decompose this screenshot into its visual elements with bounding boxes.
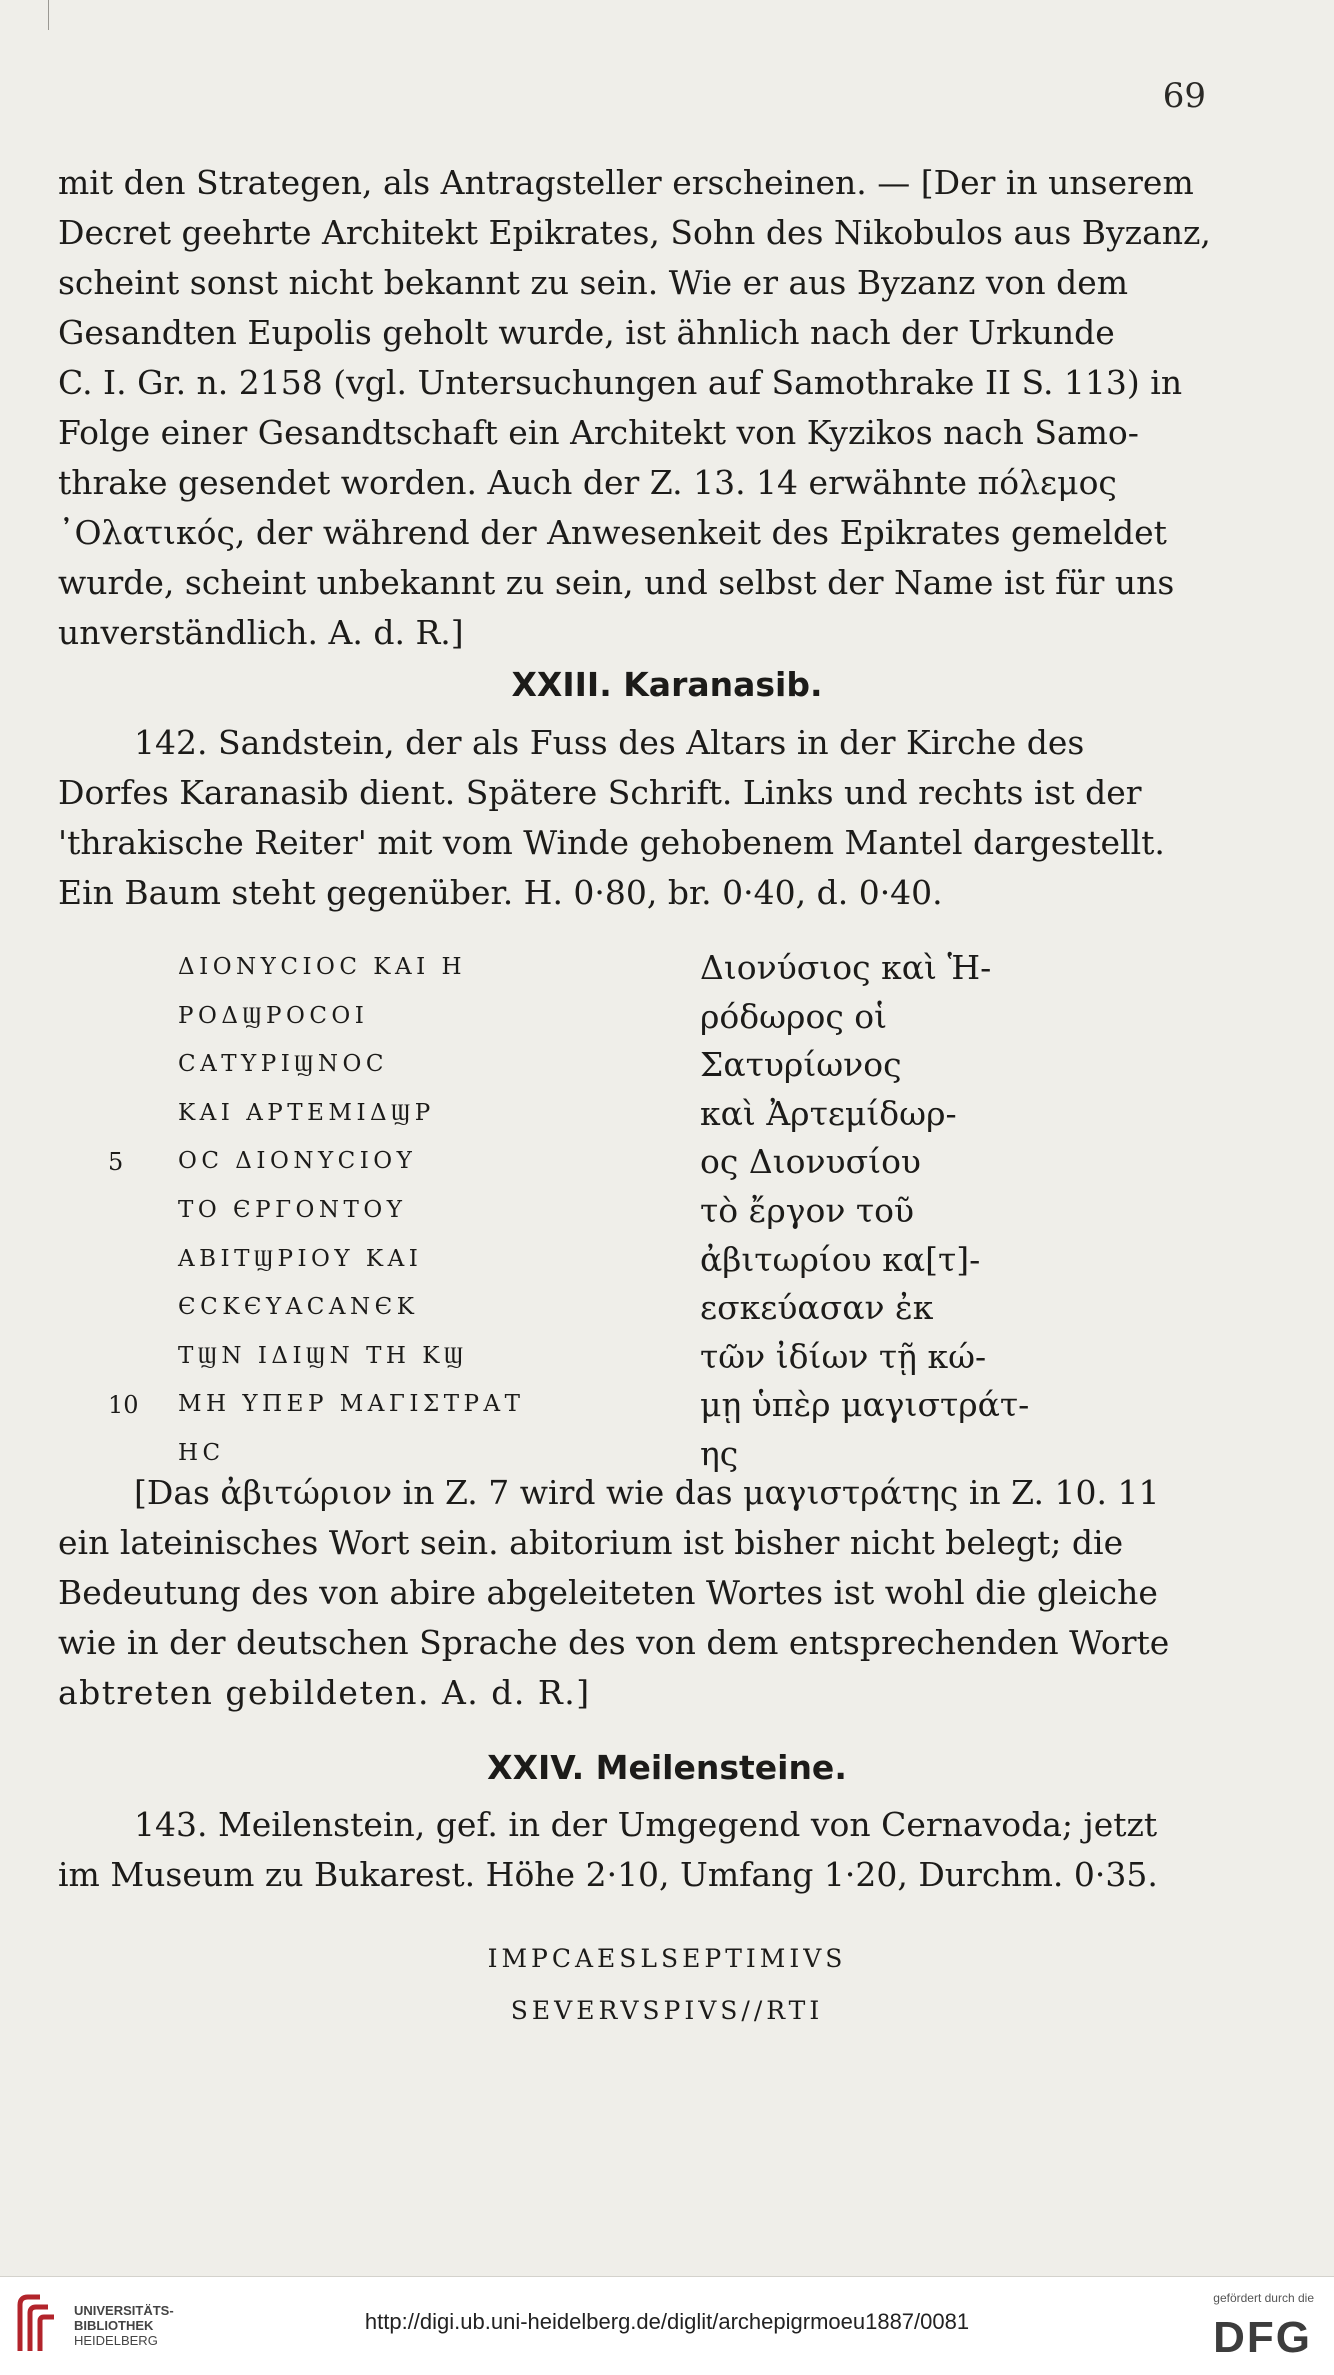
minuscule-text: ρόδωρος οἱ (700, 996, 888, 1036)
text-line: 'thrakische Reiter' mit vom Winde gehobenem Mantel dargestellt. (58, 823, 1165, 862)
text-line: Gesandten Eupolis geholt wurde, ist ähnlich nach der Urkunde (58, 313, 1115, 352)
minuscule-text: ης (700, 1433, 739, 1473)
milestone-inscription-line: SEVERVSPIVS//RTI (510, 1996, 824, 2025)
text-line: 143. Meilenstein, gef. in der Umgegend von Cernavoda; jetzt (134, 1805, 1158, 1844)
text-line: wie in der deutschen Sprache des von dem entsprechenden Worte (58, 1623, 1170, 1662)
text-line: [Das ἀβιτώριον in Z. 7 wird wie das μαγιστράτης in Z. 10. 11 (134, 1473, 1160, 1512)
text-line: Dorfes Karanasib dient. Spätere Schrift. Links und rechts ist der (58, 773, 1142, 812)
inscription-row (0, 995, 1334, 1044)
text-line: im Museum zu Bukarest. Höhe 2·10, Umfang 1·20, Durchm. 0·35. (58, 1855, 1158, 1894)
line-number: 5 (108, 1148, 124, 1177)
majuscule-text: ЄϹΚЄΥΑϹΑΝЄΚ (178, 1294, 419, 1321)
text-line: C. I. Gr. n. 2158 (vgl. Untersuchungen auf Samothrake II S. 113) in (58, 363, 1183, 402)
majuscule-text: ϹΑΤΥΡΙϢΝΟϹ (178, 1051, 388, 1078)
text-line: 142. Sandstein, der als Fuss des Altars in der Kirche des (134, 723, 1085, 762)
minuscule-text: ος Διονυσίου (700, 1142, 921, 1182)
majuscule-text: ΗϹ (178, 1439, 225, 1466)
gutter-line (48, 0, 49, 30)
majuscule-text: ΡΟΔϢΡΟϹΟΙ (178, 1002, 369, 1029)
text-line: Decret geehrte Architekt Epikrates, Sohn des Nikobulos aus Byzanz, (58, 213, 1211, 252)
majuscule-text: ΤΟ ЄΡΓΟΝΤΟΥ (178, 1196, 407, 1223)
majuscule-text: ΚΑΙ ΑΡΤΕΜΙΔϢΡ (178, 1099, 435, 1126)
line-number: 10 (108, 1391, 139, 1420)
text-line: scheint sonst nicht bekannt zu sein. Wie er aus Byzanz von dem (58, 263, 1129, 302)
text-line: thrake gesendet worden. Auch der Z. 13. 14 erwähnte πόλεμος (58, 463, 1117, 502)
text-line: ᾿Ολατικός, der während der Anwesenkeit des Epikrates gemeldet (58, 513, 1167, 552)
entry-143-paragraph (58, 1800, 1208, 1900)
note-paragraph (58, 1468, 1208, 1718)
dfg-logo: DFG (1213, 2313, 1312, 2362)
minuscule-text: μῃ ὑπὲρ μαγιστράτ- (700, 1385, 1030, 1425)
text-line: abtreten gebildeten. A. d. R.] (58, 1673, 591, 1712)
text-line: ein lateinisches Wort sein. abitorium ist bisher nicht belegt; die (58, 1523, 1124, 1562)
intro-paragraph (58, 158, 1211, 658)
library-name-line: HEIDELBERG (74, 2333, 158, 2348)
majuscule-text: ΔΙΟΝΥϹΙΟϹ ΚΑΙ Η (178, 954, 467, 980)
inscription-row (0, 946, 1334, 995)
text-line: unverständlich. A. d. R.] (58, 613, 464, 652)
text-line: wurde, scheint unbekannt zu sein, und selbst der Name ist für uns (58, 563, 1175, 602)
library-name-line: UNIVERSITÄTS- (74, 2303, 174, 2318)
inscription-row (0, 1335, 1334, 1384)
inscription-row (0, 1092, 1334, 1141)
minuscule-text: Διονύσιος καὶ Ἡ- (700, 948, 992, 987)
majuscule-text: ΑΒΙΤϢΡΙΟΥ ΚΑΙ (178, 1245, 423, 1272)
sponsor-text: gefördert durch die (1213, 2291, 1314, 2305)
permalink-url[interactable]: http://digi.ub.uni-heidelberg.de/diglit/archepigrmoeu1887/0081 (364, 2309, 970, 2334)
minuscule-text: ἀβιτωρίου κα[τ]- (700, 1239, 981, 1279)
section-heading-karanasib: XXIII. Karanasib. (511, 665, 823, 704)
text-line: Folge einer Gesandtschaft ein Architekt von Kyzikos nach Samo- (58, 413, 1139, 452)
text-line: mit den Strategen, als Antragsteller erscheinen. — [Der in unserem (58, 163, 1194, 202)
minuscule-text: καὶ Ἀρτεμίδωρ- (700, 1093, 957, 1133)
inscription-row (0, 1286, 1334, 1335)
inscription-row (0, 1383, 1334, 1432)
library-name-line: BIBLIOTHEK (74, 2318, 154, 2333)
majuscule-text: ΤϢΝ ΙΔΙϢΝ ΤΗ ΚϢ (178, 1342, 468, 1369)
inscription-row (0, 1189, 1334, 1238)
inscription-row (0, 1140, 1334, 1189)
entry-142-paragraph (58, 718, 1208, 918)
text-line: Ein Baum steht gegenüber. H. 0·80, br. 0·40, d. 0·40. (58, 873, 943, 912)
inscription-row (0, 1238, 1334, 1287)
viewer-footer (0, 2276, 1334, 2375)
majuscule-text: ΜΗ ΥΠΕΡ ΜΑΓΙΣΤΡΑΤ (178, 1391, 525, 1418)
minuscule-text: τῶν ἰδίων τῇ κώ- (700, 1336, 987, 1376)
minuscule-text: τὸ ἔργον τοῦ (700, 1190, 915, 1230)
majuscule-text: ΟϹ ΔΙΟΝΥϹΙΟΥ (178, 1148, 417, 1175)
inscription-transcription (0, 946, 1334, 1481)
milestone-inscription-line: IMPCAESLSEPTIMIVS (487, 1944, 847, 1973)
minuscule-text: εσκεύασαν ἐκ (700, 1288, 934, 1328)
text-line: Bedeutung des von abire abgeleiteten Wortes ist wohl die gleiche (58, 1573, 1158, 1612)
page-number: 69 (1162, 76, 1206, 116)
minuscule-text: Σατυρίωνος (700, 1045, 902, 1085)
section-heading-meilensteine: XXIV. Meilensteine. (487, 1748, 847, 1787)
inscription-row (0, 1043, 1334, 1092)
